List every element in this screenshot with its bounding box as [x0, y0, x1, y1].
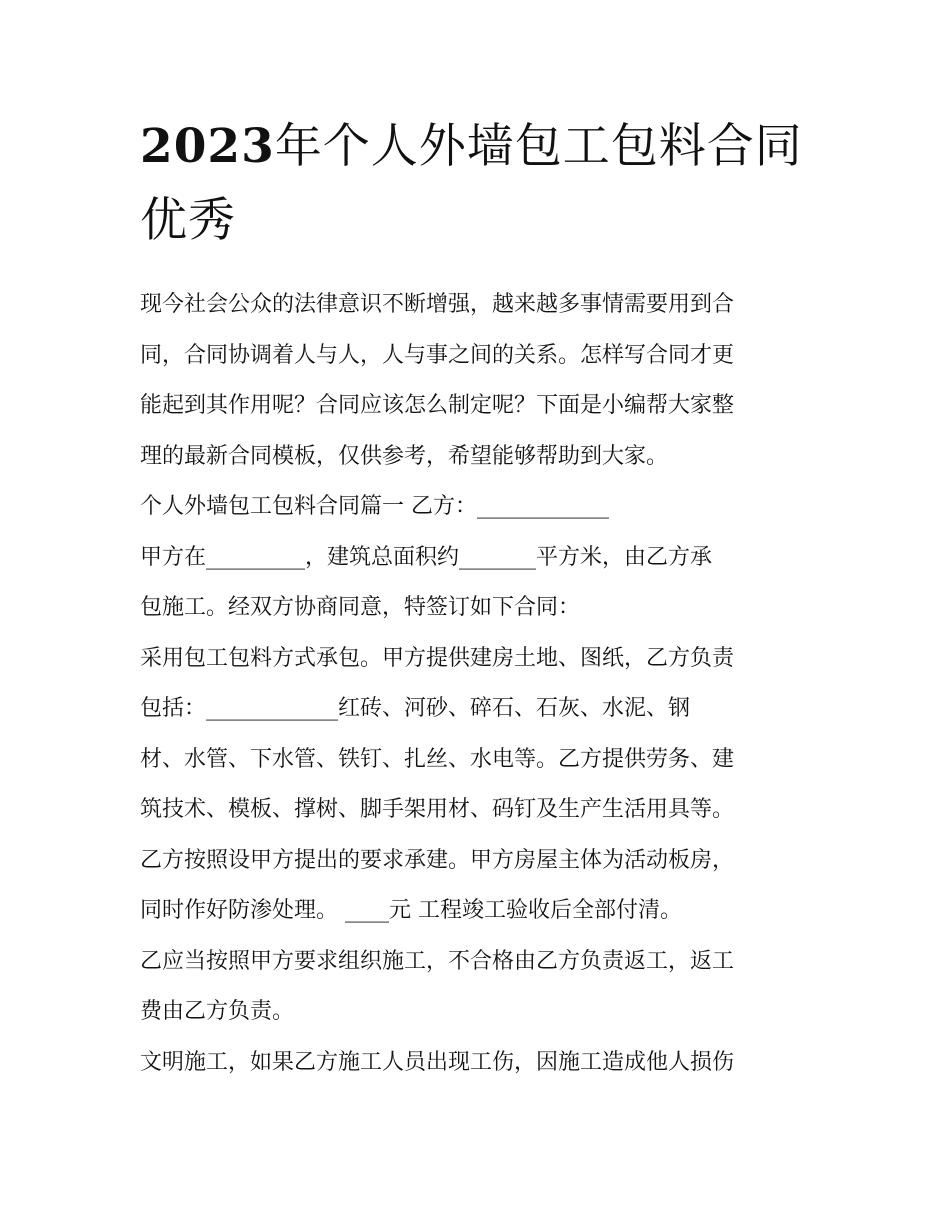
text-line: 同时作好防渗处理。 ____元 工程竣工验收后全部付清。 — [140, 898, 682, 923]
text-line: 现今社会公众的法律意识不断增强，越来越多事情需要用到合 — [140, 292, 735, 317]
body-text — [140, 280, 815, 1088]
text-line: 包施工。经双方协商同意，特签订如下合同： — [140, 595, 581, 620]
text-line: 费由乙方负责。 — [140, 999, 295, 1024]
document-page — [140, 110, 815, 1088]
title-text-line2: 优秀 — [140, 193, 236, 248]
document-title — [140, 110, 815, 258]
text-line: 个人外墙包工包料合同篇一 乙方：____________ — [140, 494, 609, 519]
text-line: 甲方在_________，建筑总面积约_______平方米，由乙方承 — [140, 544, 713, 570]
text-line: 采用包工包料方式承包。甲方提供建房土地、图纸，乙方负责 — [140, 645, 735, 671]
text-line: 文明施工，如果乙方施工人员出现工伤，因施工造成他人损伤 — [140, 1049, 735, 1075]
text-line: 乙应当按照甲方要求组织施工，不合格由乙方负责返工，返工 — [140, 948, 735, 974]
text-line: 能起到其作用呢？合同应该怎么制定呢？下面是小编帮大家整 — [140, 393, 735, 418]
text-line: 材、水管、下水管、铁钉、扎丝、水电等。乙方提供劳务、建 — [140, 746, 735, 772]
text-line: 筑技术、模板、撑树、脚手架用材、码钉及生产生活用具等。 — [140, 797, 735, 822]
title-text-line1: 年个人外墙包工包料合同 — [274, 119, 803, 174]
text-line: 包括：____________红砖、河砂、碎石、石灰、水泥、钢 — [140, 696, 691, 721]
text-line: 乙方按照设甲方提出的要求承建。甲方房屋主体为活动板房， — [140, 847, 735, 873]
text-line: 同，合同协调着人与人，人与事之间的关系。怎样写合同才更 — [140, 342, 735, 368]
text-line: 理的最新合同模板，仅供参考，希望能够帮助到大家。 — [140, 443, 669, 469]
title-year: 2023 — [140, 119, 275, 174]
